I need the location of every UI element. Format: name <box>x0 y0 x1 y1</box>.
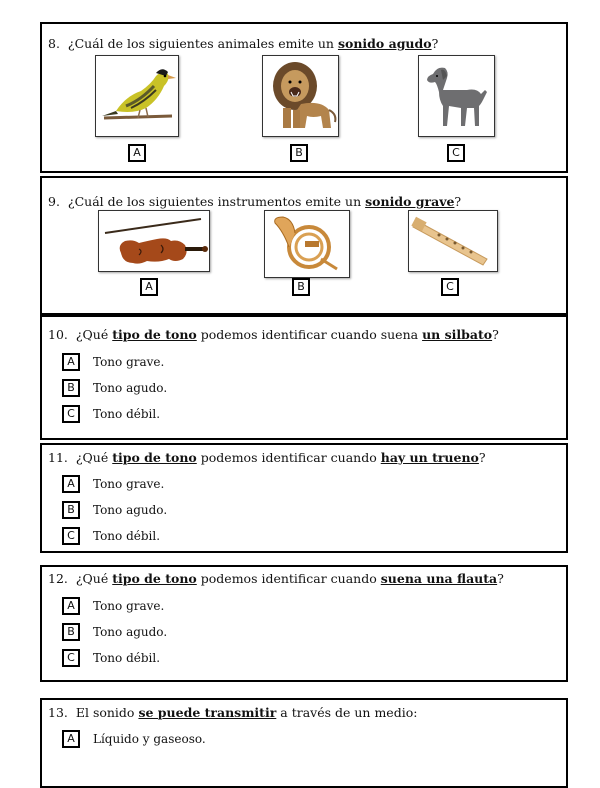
option-c-text: Tono débil. <box>93 529 161 543</box>
option-b-label[interactable]: B <box>290 144 308 162</box>
option-a-label[interactable]: A <box>62 730 80 748</box>
question-11-box <box>40 443 568 553</box>
option-a-text: Líquido y gaseoso. <box>93 732 206 746</box>
option-a-label[interactable]: A <box>62 353 80 371</box>
option-a-label[interactable]: A <box>140 278 158 296</box>
option-c-label[interactable]: C <box>441 278 459 296</box>
option-a-label[interactable]: A <box>128 144 146 162</box>
option-b-label[interactable]: B <box>62 379 80 397</box>
question-12-box <box>40 565 568 682</box>
option-c-label[interactable]: C <box>62 405 80 423</box>
option-a-label[interactable]: A <box>62 475 80 493</box>
bird-icon <box>95 55 179 137</box>
option-c-text: Tono débil. <box>93 651 161 665</box>
question-11-text: 11. ¿Qué tipo de tono podemos identificar cuando hay un trueno? <box>48 450 486 465</box>
question-8-box <box>40 22 568 173</box>
question-8-text: 8. ¿Cuál de los siguientes animales emite un sonido agudo? <box>48 36 439 51</box>
option-c-label[interactable]: C <box>62 649 80 667</box>
dog-icon <box>418 55 495 137</box>
option-b-text: Tono agudo. <box>93 503 168 517</box>
option-a-text: Tono grave. <box>93 599 165 613</box>
french-horn-icon <box>264 210 350 278</box>
question-10-box <box>40 314 568 440</box>
question-13-text: 13. El sonido se puede transmitir a través de un medio: <box>48 705 418 720</box>
question-12-text: 12. ¿Qué tipo de tono podemos identificar cuando suena una flauta? <box>48 571 504 586</box>
option-b-label[interactable]: B <box>62 501 80 519</box>
option-b-label[interactable]: B <box>62 623 80 641</box>
option-c-label[interactable]: C <box>62 527 80 545</box>
option-c-label[interactable]: C <box>447 144 465 162</box>
question-9-text: 9. ¿Cuál de los siguientes instrumentos emite un sonido grave? <box>48 194 462 209</box>
option-a-text: Tono grave. <box>93 355 165 369</box>
option-b-text: Tono agudo. <box>93 625 168 639</box>
option-b-text: Tono agudo. <box>93 381 168 395</box>
question-13-box <box>40 698 568 788</box>
question-9-box <box>40 176 568 315</box>
question-10-text: 10. ¿Qué tipo de tono podemos identificar cuando suena un silbato? <box>48 327 499 342</box>
option-b-label[interactable]: B <box>292 278 310 296</box>
lion-icon <box>262 55 339 137</box>
option-c-text: Tono débil. <box>93 407 161 421</box>
violin-icon <box>98 210 210 272</box>
recorder-flute-icon <box>408 210 498 272</box>
option-a-text: Tono grave. <box>93 477 165 491</box>
option-a-label[interactable]: A <box>62 597 80 615</box>
